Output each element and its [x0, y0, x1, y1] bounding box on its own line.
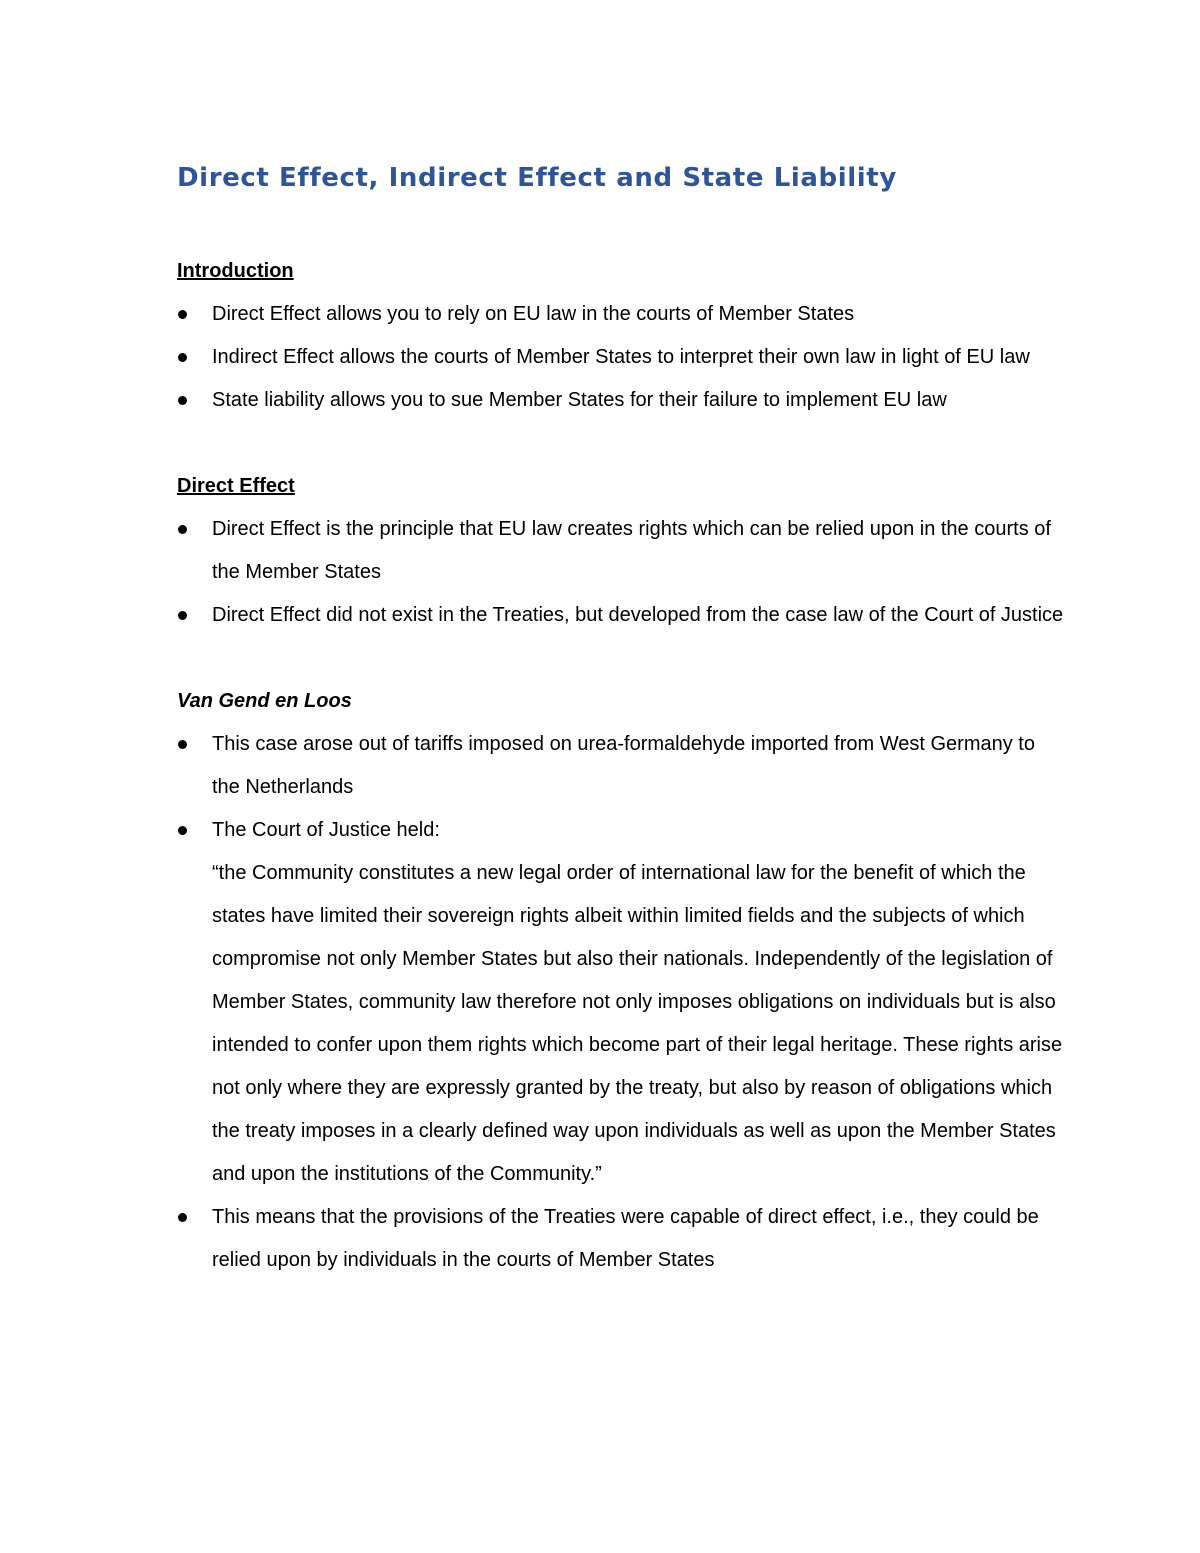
bullet-list-introduction	[177, 293, 1067, 422]
court-quote: “the Community constitutes a new legal order of international law for the benefit of which the states have limited their sovereign rights albeit within limited fields and the subjects of which compromise not only Member States but also their nationals. Independently of the legislation of Member States, community law therefore not only imposes obligations on individuals but is also intended to confer upon them rights which become part of their legal heritage. These rights arise not only where they are expressly granted by the treaty, but also by reason of obligations which the treaty imposes in a clearly defined way upon individuals as well as upon the Member States and upon the institutions of the Community.”	[212, 862, 1063, 1185]
list-item: This means that the provisions of the Treaties were capable of direct effect, i.e., they could be relied upon by individuals in the courts of Member States	[177, 1196, 1067, 1282]
list-item: State liability allows you to sue Member States for their failure to implement EU law	[177, 379, 1067, 422]
section-introduction	[177, 250, 1067, 422]
list-item: Direct Effect allows you to rely on EU law in the courts of Member States	[177, 293, 1067, 336]
paragraph-spacer	[177, 637, 1067, 680]
section-direct-effect	[177, 465, 1067, 637]
section-heading-direct-effect: Direct Effect	[177, 475, 295, 497]
list-item: Direct Effect did not exist in the Treaties, but developed from the case law of the Court of Justice	[177, 594, 1067, 637]
court-held-label: The Court of Justice held:	[212, 819, 440, 841]
list-item: Indirect Effect allows the courts of Member States to interpret their own law in light of EU law	[177, 336, 1067, 379]
section-heading-introduction: Introduction	[177, 260, 294, 282]
list-item: This case arose out of tariffs imposed on urea-formaldehyde imported from West Germany to the Netherlands	[177, 723, 1067, 809]
section-heading-van-gend-en-loos: Van Gend en Loos	[177, 690, 352, 712]
paragraph-spacer	[177, 422, 1067, 465]
document-title: Direct Effect, Indirect Effect and State Liability	[177, 163, 897, 193]
list-item	[177, 809, 1067, 1196]
document-body	[177, 250, 1067, 1282]
list-item: Direct Effect is the principle that EU law creates rights which can be relied upon in the courts of the Member States	[177, 508, 1067, 594]
bullet-list-direct-effect	[177, 508, 1067, 637]
section-van-gend-en-loos	[177, 680, 1067, 1282]
bullet-list-van-gend-en-loos	[177, 723, 1067, 1282]
